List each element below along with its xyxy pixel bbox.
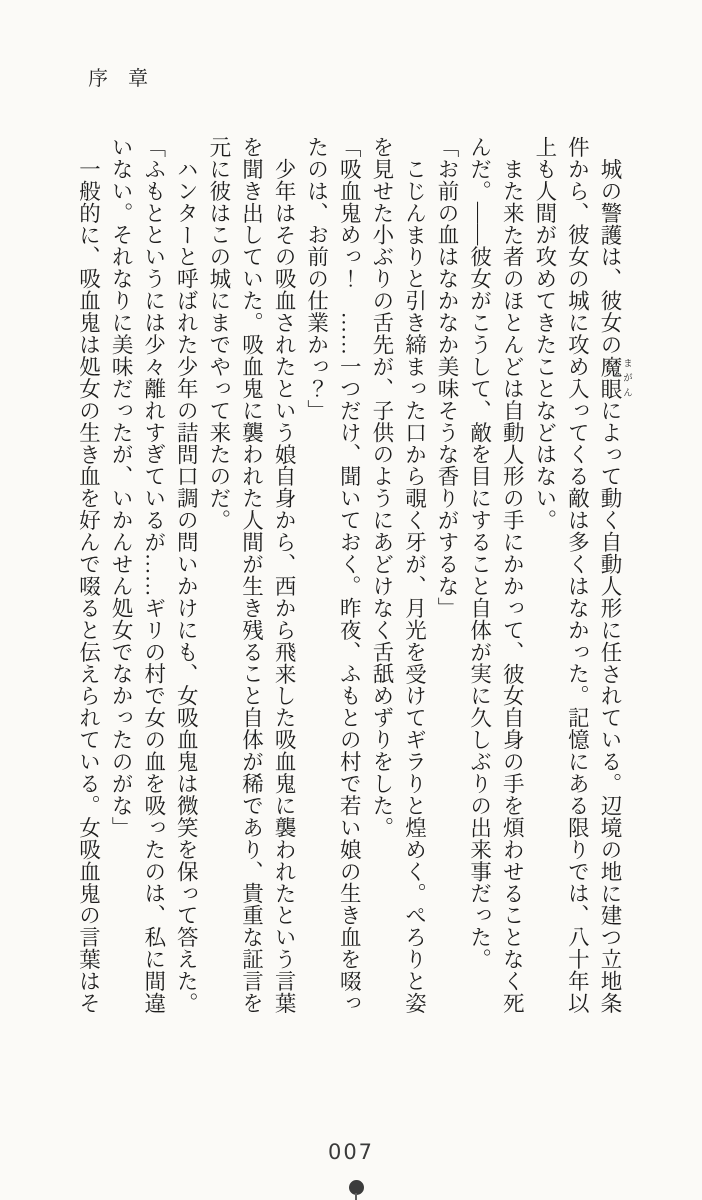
text-line: 少年はその吸血されたという娘自身から、西から飛来した吸血鬼に襲われたという言葉	[272, 158, 297, 1015]
text-line: 件から、彼女の城に攻め入ってくる敵は多くはなかった。記憶にある限りでは、八十年以	[565, 136, 590, 1014]
text-line: 「ふもとというには少々離れすぎているが……ギリの村で女の血を吸ったのは、私に間違	[141, 136, 166, 1014]
text-line: ハンターと呼ばれた少年の詰問口調の問いかけにも、女吸血鬼は微笑を保って答えた。	[174, 158, 199, 1015]
text-line: 上も人間が攻めてきたことなどはない。	[532, 136, 557, 532]
binding-mark-stem	[355, 1193, 357, 1200]
text-line: 「お前の血はなかなか美味そうな香りがするな」	[435, 136, 460, 619]
text-line: いない。それなりに美味だったが、いかんせん処女でなかったのがな」	[109, 136, 134, 839]
text-line: たのは、お前の仕業かっ？」	[304, 136, 329, 422]
text-line: また来た者のほとんどは自動人形の手にかかって、彼女自身の手を煩わせることなく死	[500, 158, 525, 1015]
text-line: を見せた小ぶりの舌先が、子供のようにあどけなく舌舐めずりをした。	[369, 136, 394, 839]
text-line: こじんまりと引き締まった口から覗く牙が、月光を受けてギラりと煌めく。ぺろりと姿	[402, 158, 427, 1015]
text-line: を聞き出していた。吸血鬼に襲われた人間が生き残ること自体が稀であり、貴重な証言を	[239, 136, 264, 1014]
text-line: 元に彼はこの城にまでやって来たのだ。	[206, 136, 231, 532]
text-line: 城の警護は、彼女の魔眼 まがんによって動く自動人形に任されている。辺境の地に建つ立地条	[598, 158, 631, 1015]
chapter-heading: 序 章	[88, 68, 148, 90]
text-line: 「吸血鬼めっ！ ……一つだけ、聞いておく。昨夜、ふもとの村で若い娘の生き血を啜っ	[337, 136, 362, 1015]
page-number: 007	[327, 1140, 375, 1164]
text-line: 一般的に、吸血鬼は処女の生き血を好んで啜ると伝えられている。女吸血鬼の言葉はそ	[76, 158, 101, 1015]
text-line: んだ。――彼女がこうして、敵を目にすること自体が実に久しぶりの出来事だった。	[467, 136, 492, 971]
text-body	[77, 136, 631, 1020]
